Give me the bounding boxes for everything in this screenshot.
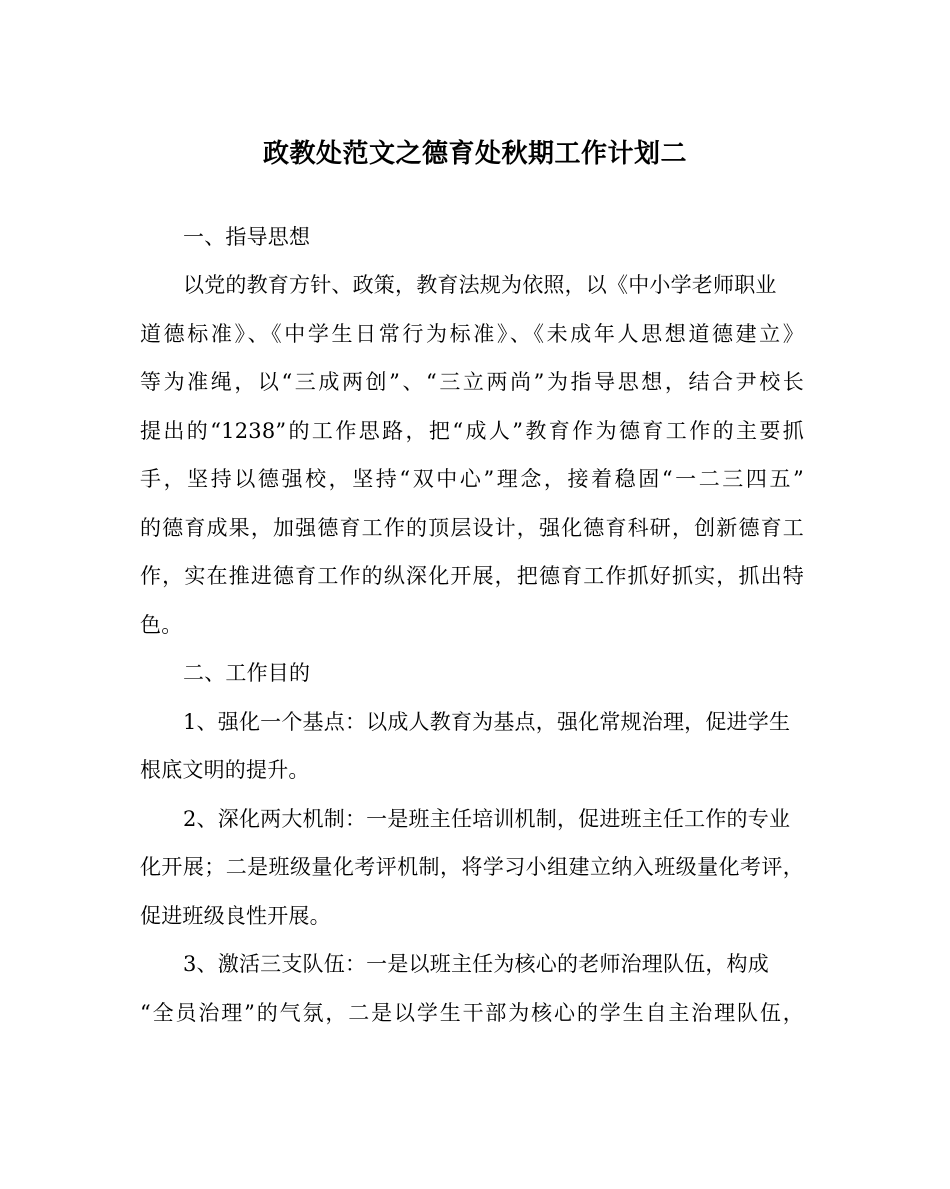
document-title: 政教处范文之德育处秋期工作计划二 [262,139,687,169]
paragraph-line: 道德标准》、《中学生日常行为标准》、《未成年人思想道德建立》 [140,322,804,346]
paragraph-line: 以党的教育方针、政策，教育法规为依照，以《中小学老师职业 [183,273,777,297]
paragraph-line: “全员治理”的气氛，二是以学生干部为核心的学生自主治理队伍， [140,1001,804,1025]
paragraph-line: 促进班级良性开展。 [140,904,331,928]
paragraph-line: 化开展；二是班级量化考评机制，将学习小组建立纳入班级量化考评， [140,855,804,879]
paragraph-line: 的德育成果，加强德育工作的顶层设计，强化德育科研，创新德育工 [140,516,804,540]
paragraph-line: 色。 [140,613,183,637]
paragraph-line: 1、强化一个基点：以成人教育为基点，强化常规治理，促进学生 [183,710,791,734]
paragraph-line: 手，坚持以德强校，坚持“双中心”理念，接着稳固“一二三四五” [140,467,804,491]
paragraph-line: 3、激活三支队伍：一是以班主任为核心的老师治理队伍，构成 [183,952,769,976]
paragraph-line: 提出的“1238”的工作思路，把“成人”教育作为德育工作的主要抓 [140,419,804,443]
heading-work-goals: 二、工作目的 [183,661,311,685]
paragraph-line: 根底文明的提升。 [140,758,310,782]
paragraph-line: 2、深化两大机制：一是班主任培训机制，促进班主任工作的专业 [183,807,791,831]
paragraph-line: 等为准绳，以“三成两创”、“三立两尚”为指导思想，结合尹校长 [140,370,804,394]
paragraph-line: 作，实在推进德育工作的纵深化开展，把德育工作抓好抓实，抓出特 [140,564,804,588]
heading-guiding-thought: 一、指导思想 [183,225,311,249]
